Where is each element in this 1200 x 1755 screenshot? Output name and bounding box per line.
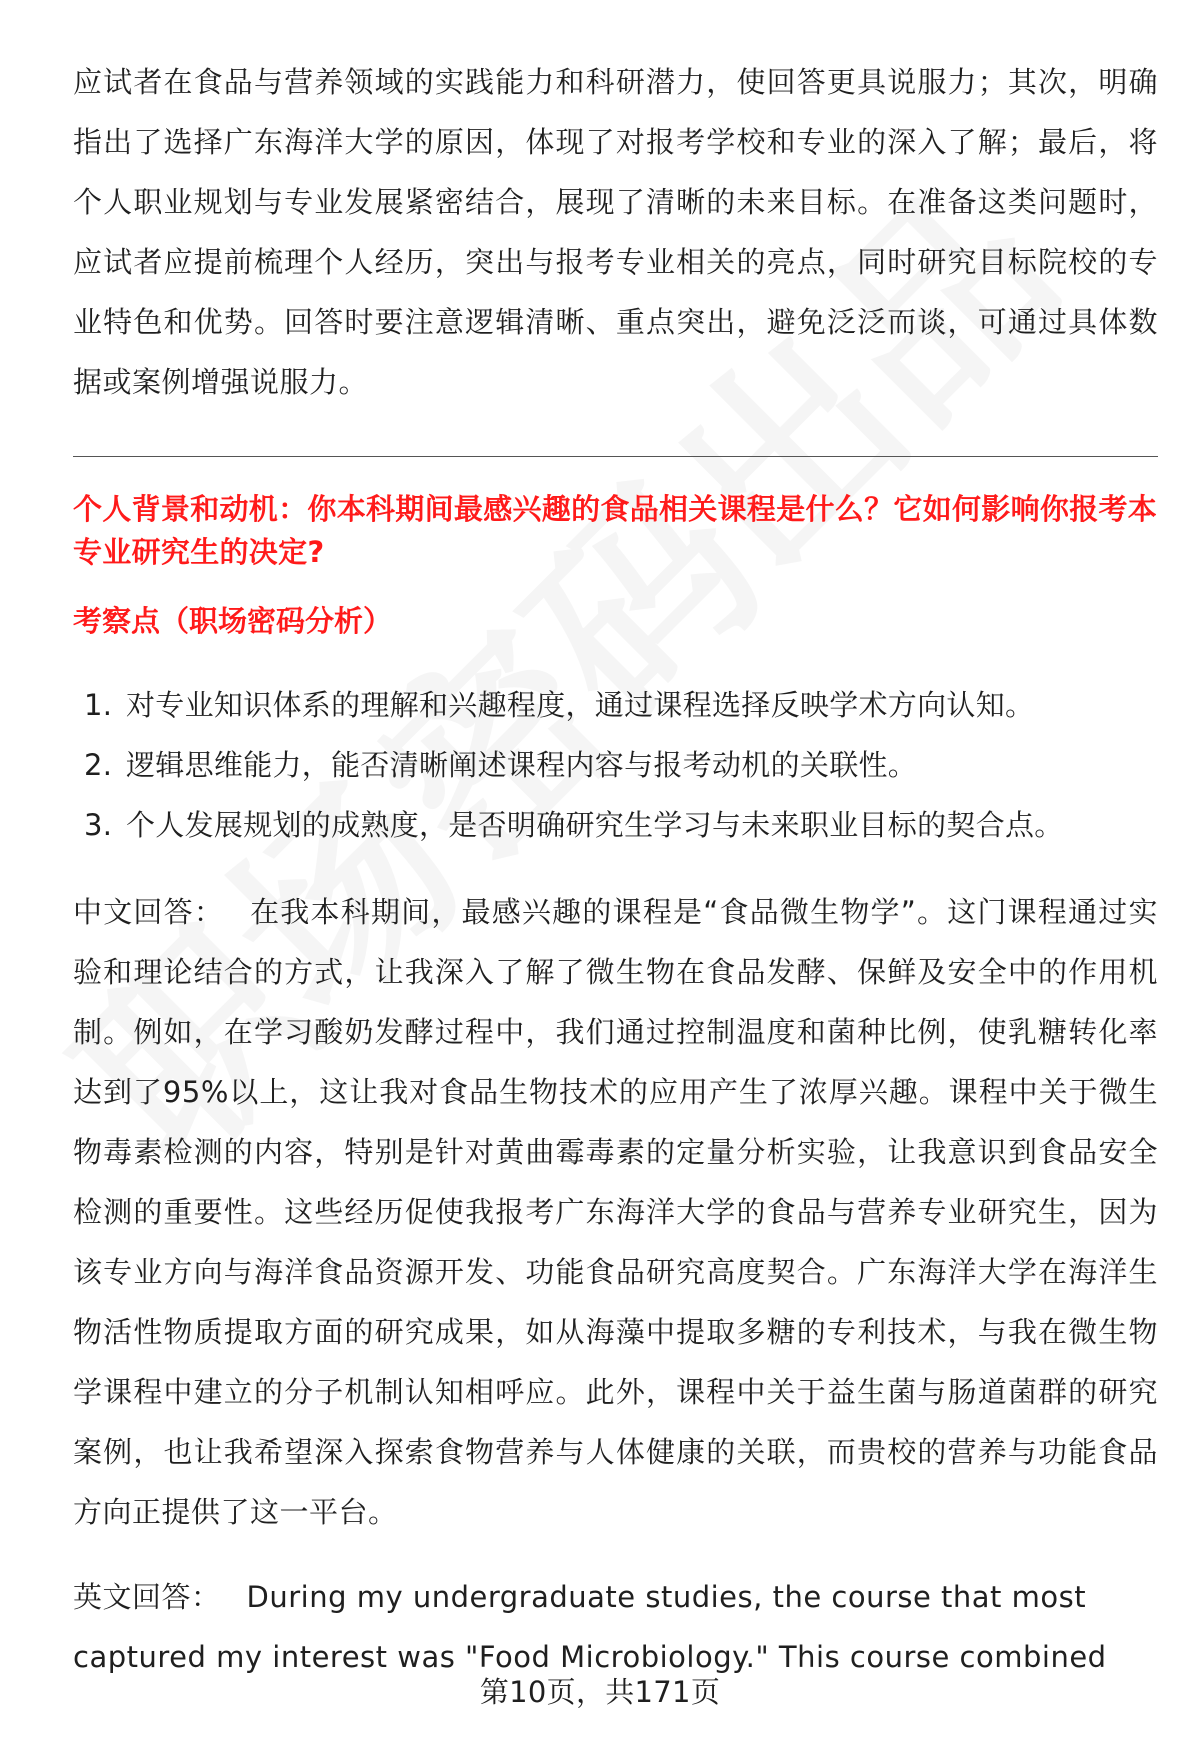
exam-point-text: 个人发展规划的成熟度，是否明确研究生学习与未来职业目标的契合点。 [126,808,1064,842]
section-divider [73,456,1158,457]
chinese-answer-paragraph [73,882,1158,1542]
intro-paragraph: 应试者在食品与营养领域的实践能力和科研潜力，使回答更具说服力；其次，明确指出了选择广东海洋大学的原因，体现了对报考学校和专业的深入了解；最后，将个人职业规划与专业发展紧密结合，展现了清晰的未来目标。在准备这类问题时，应试者应提前梳理个人经历，突出与报考专业相关的亮点，同时研究目标院校的专业特色和优势。回答时要注意逻辑清晰、重点突出，避免泛泛而谈，可通过具体数据或案例增强说服力。 [73,65,1158,399]
exam-point-item [84,675,1154,735]
exam-point-number: 2. [84,748,113,782]
page-footer: 第10页，共171页 [479,1675,721,1709]
exam-point-text: 逻辑思维能力，能否清晰阐述课程内容与报考动机的关联性。 [126,748,918,782]
exam-point-number: 3. [84,808,113,842]
english-answer-text-1: During my undergraduate studies, the course that most [246,1580,1087,1614]
chinese-answer-label: 中文回答： [73,895,225,929]
exam-point-item [84,795,1154,855]
intro-section [73,52,1158,412]
english-answer-line-1 [73,1567,1158,1627]
exam-point-text: 对专业知识体系的理解和兴趣程度，通过课程选择反映学术方向认知。 [126,688,1035,722]
question-heading: 个人背景和动机：你本科期间最感兴趣的食品相关课程是什么？它如何影响你报考本专业研究生的决定? [73,492,1158,569]
exam-points-list [84,675,1154,855]
chinese-answer-text: 在我本科期间，最感兴趣的课程是“食品微生物学”。这门课程通过实验和理论结合的方式，让我深入了解了微生物在食品发酵、保鲜及安全中的作用机制。例如，在学习酸奶发酵过程中，我们通过控制温度和菌种比例，使乳糖转化率达到了95%以上，这让我对食品生物技术的应用产生了浓厚兴趣。课程中关于微生物毒素检测的内容，特别是针对黄曲霉毒素的定量分析实验，让我意识到食品安全检测的重要性。这些经历促使我报考广东海洋大学的食品与营养专业研究生，因为该专业方向与海洋食品资源开发、功能食品研究高度契合。广东海洋大学在海洋生物活性物质提取方面的研究成果，如从海藻中提取多糖的专利技术，与我在微生物学课程中建立的分子机制认知相呼应。此外，课程中关于益生菌与肠道菌群的研究案例，也让我希望深入探索食物营养与人体健康的关联，而贵校的营养与功能食品方向正提供了这一平台。 [73,895,1158,1529]
english-answer-line-2: captured my interest was "Food Microbiology." This course combined [73,1640,1107,1674]
exam-point-number: 1. [84,688,113,722]
exam-point-item [84,735,1154,795]
chinese-answer-section [73,882,1158,1542]
english-answer-section [73,1567,1158,1687]
exam-points-heading: 考察点（职场密码分析） [73,604,393,638]
english-answer-label: 英文回答： [73,1580,221,1614]
